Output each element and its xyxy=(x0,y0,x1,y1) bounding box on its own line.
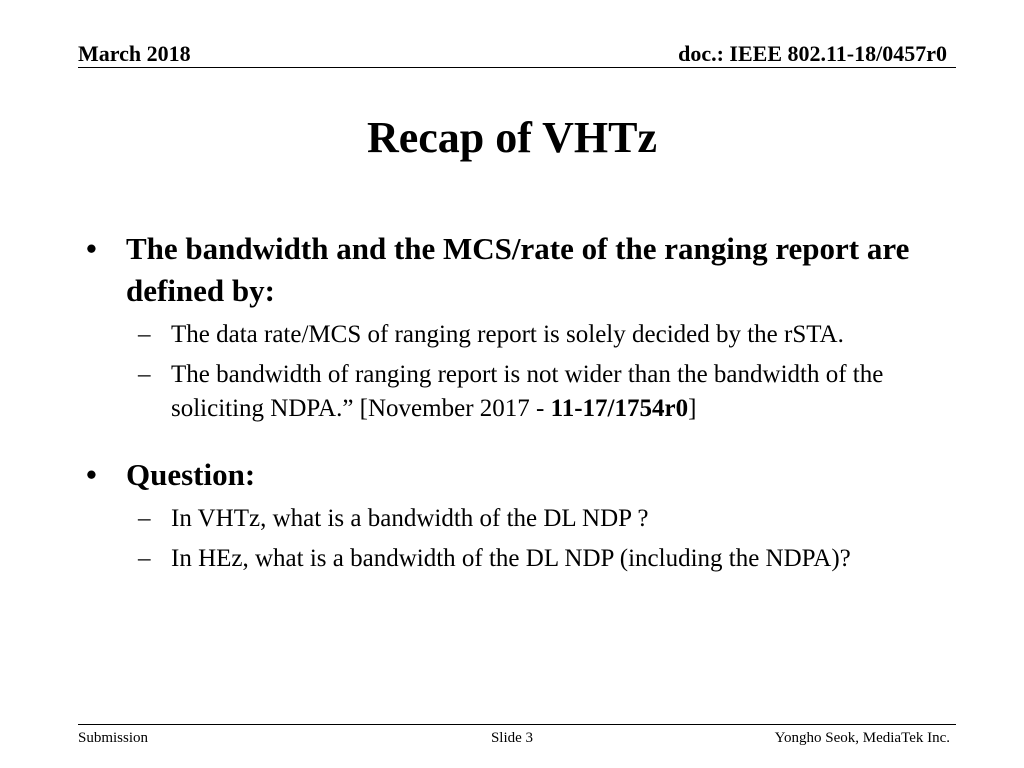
dash-icon: – xyxy=(138,505,151,532)
reference-doc-number: 11-17/1754r0 xyxy=(550,395,689,422)
sub-item xyxy=(86,318,956,352)
sub-item xyxy=(86,502,956,536)
sub-item-text: In VHTz, what is a bandwidth of the DL NDP ? xyxy=(171,505,649,532)
bullet-item xyxy=(86,228,956,312)
bullet-text: Question: xyxy=(126,457,256,492)
bullet-text: The bandwidth and the MCS/rate of the ranging report are defined by: xyxy=(126,231,910,308)
reference-close: ] xyxy=(688,395,697,422)
sub-item-text: The bandwidth of ranging report is not wider than the bandwidth of the soliciting NDPA.” [November 2017 - xyxy=(171,361,884,422)
sub-item-text: The data rate/MCS of ranging report is solely decided by the rSTA. xyxy=(171,321,844,348)
dash-icon: – xyxy=(138,361,151,388)
dash-icon: – xyxy=(138,545,151,572)
footer-submission: Submission xyxy=(78,730,149,746)
spacer xyxy=(86,426,956,454)
sub-item-text: In HEz, what is a bandwidth of the DL NDP (including the NDPA)? xyxy=(171,545,851,572)
sub-item xyxy=(86,358,956,426)
slide-title: Recap of VHTz xyxy=(366,113,658,162)
dash-icon: – xyxy=(138,321,151,348)
header-divider xyxy=(78,67,956,68)
bullet-item xyxy=(86,454,956,496)
header-date: March 2018 xyxy=(78,41,191,66)
footer-slide-number: Slide 3 xyxy=(490,730,534,746)
bullet-icon: • xyxy=(86,231,97,266)
slide-content xyxy=(86,228,956,576)
header-doc-id: doc.: IEEE 802.11-18/0457r0 xyxy=(678,41,947,66)
sub-item xyxy=(86,542,956,576)
footer-author: Yongho Seok, MediaTek Inc. xyxy=(774,730,950,746)
footer-divider xyxy=(78,724,956,725)
bullet-icon: • xyxy=(86,457,97,492)
